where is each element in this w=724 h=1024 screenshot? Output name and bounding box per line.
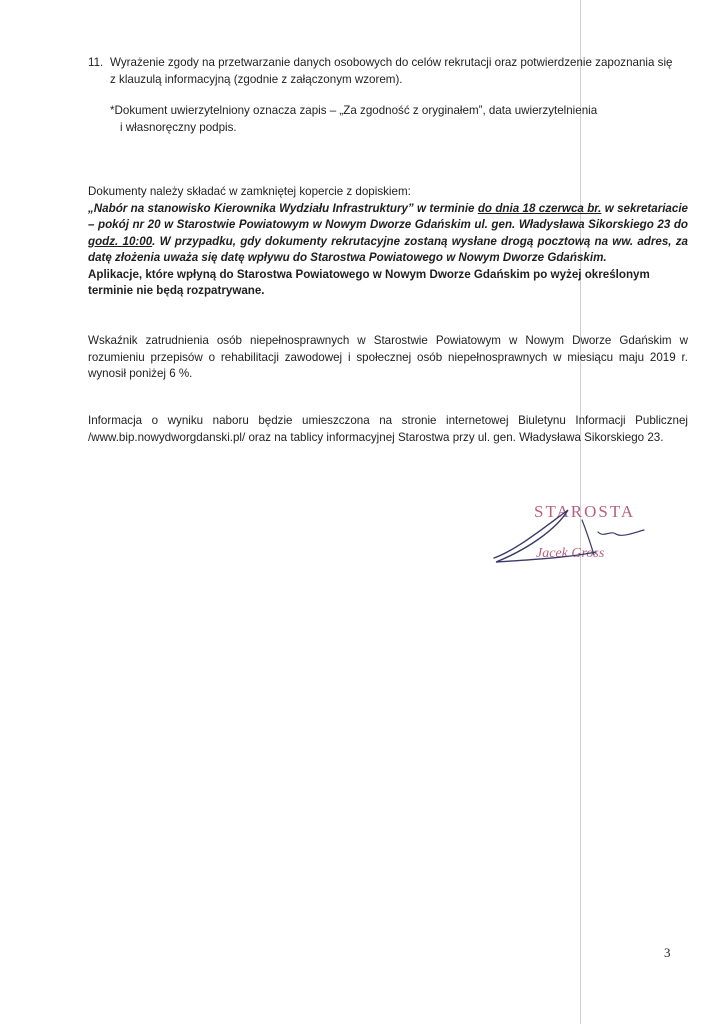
submission-details-part-3: . W przypadku, gdy dokumenty rekrutacyjne zostaną wysłane drogą pocztową na ww. adres, za datę złożenia uważa się datę wpływu do Starostwa Powiatowego w Nowym Dworze Gdańskim. (88, 234, 688, 264)
employment-rate-paragraph: Wskaźnik zatrudnienia osób niepełnosprawnych w Starostwie Powiatowym w Nowym Dworze Gdańskim w rozumieniu przepisów o rehabilitacji zawodowej i społecznej osób niepełnosprawnych w miesiącu maju 2019 r. wynosił poniżej 6 %. (88, 334, 688, 380)
stamp-title: STAROSTA (534, 502, 636, 521)
page-number: 3 (664, 945, 671, 960)
list-item-text-line-2: z klauzulą informacyjną (zgodnie z załączonym wzorem). (110, 72, 403, 86)
submission-intro: Dokumenty należy składać w zamkniętej kopercie z dopiskiem: (88, 185, 411, 198)
list-item-text-line-1: Wyrażenie zgody na przetwarzanie danych osobowych do celów rekrutacji oraz potwierdzenie zapoznania się (110, 56, 673, 69)
late-applications-notice: Aplikacje, które wpłyną do Starostwa Powiatowego w Nowym Dworze Gdańskim po wyżej określonym terminie nie będą rozpatrywane. (88, 267, 650, 297)
list-item-11 (88, 55, 688, 88)
note-line-1: *Dokument uwierzytelniony oznacza zapis – „Za zgodność z oryginałem”, data uwierzytelnienia (110, 104, 598, 117)
submission-deadline: do dnia 18 czerwca br. (477, 201, 602, 215)
handwritten-signature-icon (486, 500, 656, 585)
certification-note (110, 103, 670, 136)
submission-instructions (88, 184, 688, 300)
submission-details (88, 201, 688, 267)
stamp-name: Jacek Gross (536, 546, 605, 561)
note-line-2: i własnoręczny podpis. (120, 120, 237, 134)
submission-details-part-2: w sekretariacie – pokój nr 20 w Starostwie Powiatowym w Nowym Dworze Gdańskim ul. gen. Władysława Sikorskiego 23 do (88, 201, 688, 231)
list-item-number: 11. (88, 56, 104, 69)
signature-stamp (486, 500, 656, 585)
submission-details-part-1: „Nabór na stanowisko Kierownika Wydziału Infrastruktury” w terminie (88, 201, 478, 215)
results-information-paragraph: Informacja o wyniku naboru będzie umieszczona na stronie internetowej Biuletynu Informacji Publicznej /www.bip.nowydworgdanski.pl/ oraz na tablicy informacyjnej Starostwa przy ul. gen. Władysława Sikorskiego 23. (88, 414, 688, 444)
submission-time: godz. 10:00 (88, 234, 153, 248)
